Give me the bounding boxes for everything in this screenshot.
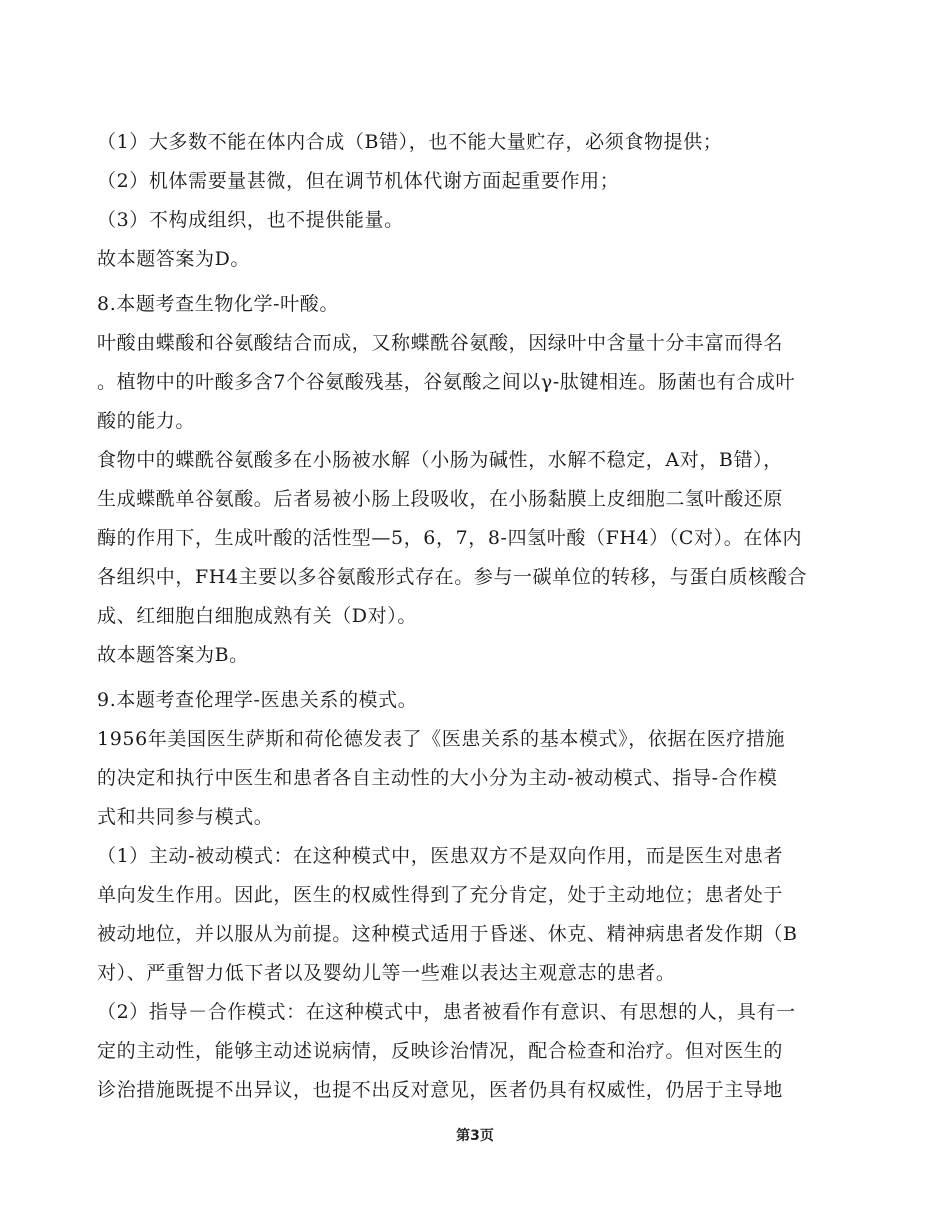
text-line: 对）、严重智力低下者以及婴幼儿等一些难以表达主观意志的患者。 — [97, 962, 676, 984]
text-line: （2）指导－合作模式：在这种模式中，患者被看作有意识、有思想的人，具有一 — [97, 1001, 796, 1023]
text-line: 1956年美国医生萨斯和荷伦德发表了《医患关系的基本模式》，依据在医疗措施 — [97, 728, 786, 750]
text-line: 叶酸由蝶酸和谷氨酸结合而成，又称蝶酰谷氨酸，因绿叶中含量十分丰富而得名 — [97, 332, 784, 354]
text-line: 酸的能力。 — [97, 410, 196, 432]
text-line: 单向发生作用。因此，医生的权威性得到了充分肯定，处于主动地位；患者处于 — [97, 884, 784, 906]
section-heading: 8.本题考查生物化学-叶酸。 — [97, 293, 339, 315]
text-line: 被动地位，并以服从为前提。这种模式适用于昏迷、休克、精神病患者发作期（B — [97, 923, 798, 945]
text-line: 。植物中的叶酸多含7个谷氨酸残基，谷氨酸之间以γ-肽键相连。肠菌也有合成叶 — [97, 371, 796, 393]
text-line: 酶的作用下，生成叶酸的活性型—5，6，7，8-四氢叶酸（FH4）（C对）。在体内 — [97, 527, 803, 549]
text-line: 定的主动性，能够主动述说病情，反映诊治情况，配合检查和治疗。但对医生的 — [97, 1040, 784, 1062]
text-line: 诊治措施既提不出异议，也提不出反对意见，医者仍具有权威性，仍居于主导地 — [97, 1079, 784, 1101]
text-line: 式和共同参与模式。 — [97, 806, 274, 828]
section-heading: 9.本题考查伦理学-医患关系的模式。 — [97, 689, 418, 711]
text-line: （3）不构成组织，也不提供能量。 — [97, 209, 404, 231]
page-number: 第3页 — [456, 1128, 494, 1144]
text-line: 故本题答案为D。 — [97, 248, 251, 270]
text-line: 食物中的蝶酰谷氨酸多在小肠被水解（小肠为碱性，水解不稳定，A对，B错）， — [97, 449, 783, 471]
text-line: 的决定和执行中医生和患者各自主动性的大小分为主动-被动模式、指导-合作模 — [97, 767, 778, 789]
text-line: 各组织中，FH4主要以多谷氨酸形式存在。参与一碳单位的转移，与蛋白质核酸合 — [97, 566, 808, 588]
text-line: （2）机体需要量甚微，但在调节机体代谢方面起重要作用； — [97, 170, 620, 192]
text-line: （1）大多数不能在体内合成（B错），也不能大量贮存，必须食物提供； — [97, 131, 723, 153]
text-line: （1）主动-被动模式：在这种模式中，医患双方不是双向作用，而是医生对患者 — [97, 845, 784, 867]
text-line: 成、红细胞白细胞成熟有关（D对）。 — [97, 605, 417, 627]
text-line: 故本题答案为B。 — [97, 644, 249, 666]
text-line: 生成蝶酰单谷氨酸。后者易被小肠上段吸收，在小肠黏膜上皮细胞二氢叶酸还原 — [97, 488, 784, 510]
